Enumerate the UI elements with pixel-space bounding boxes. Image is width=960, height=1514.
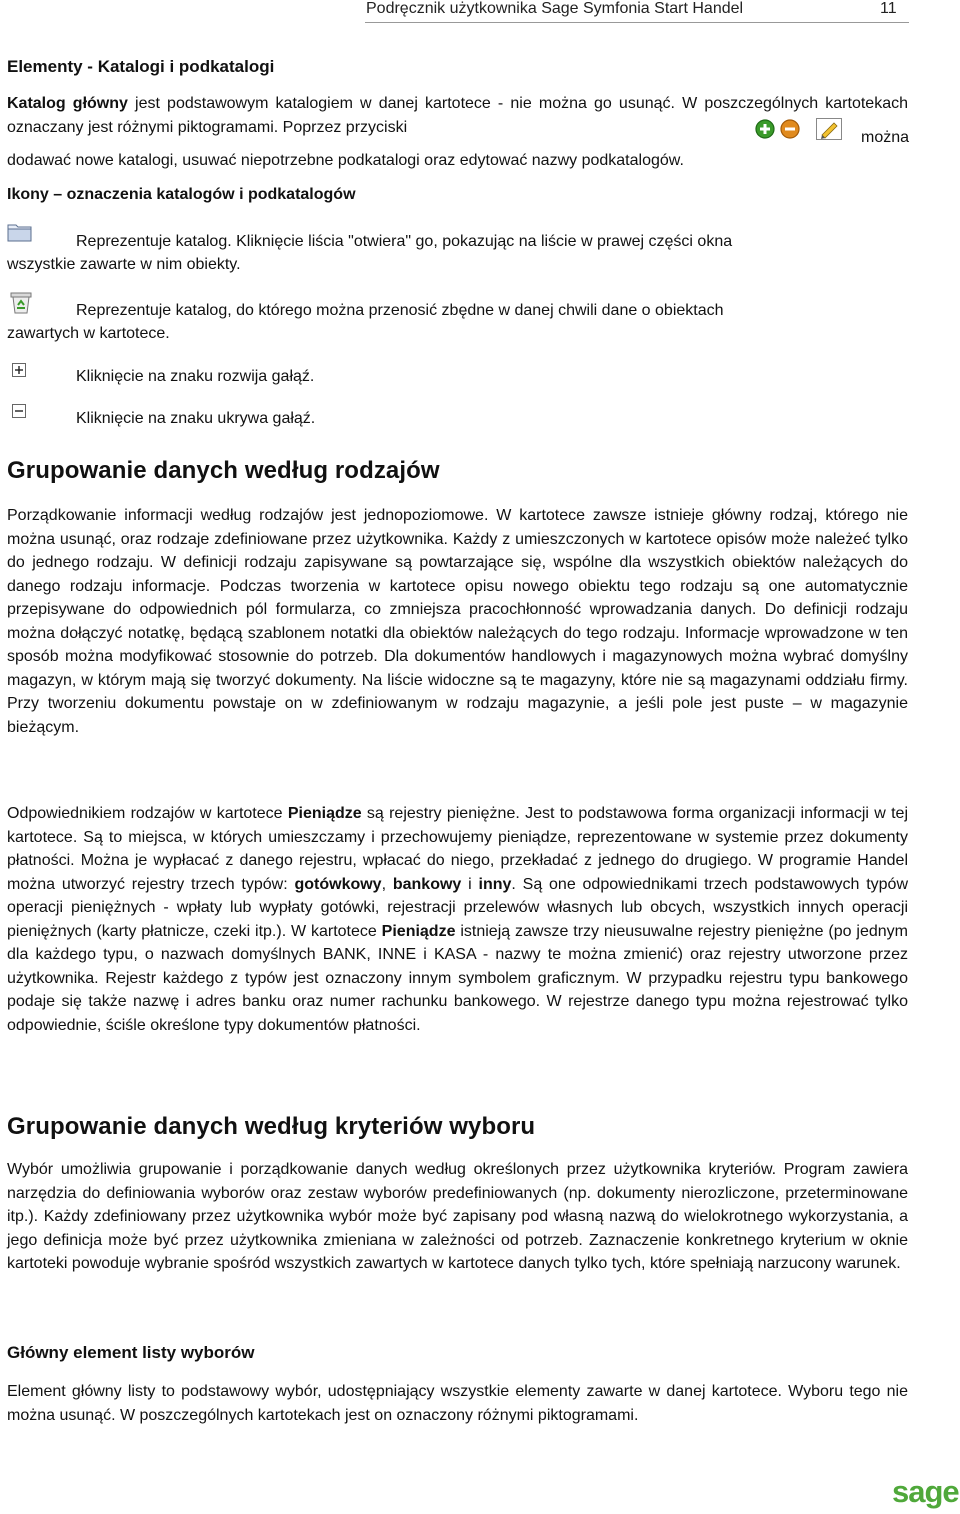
text-span: i (461, 875, 479, 893)
bold-inny: inny (478, 875, 512, 893)
text-span: Odpowiednikiem rodzajów w kartotece (7, 805, 288, 822)
bold-gotowkowy: gotówkowy (294, 875, 382, 893)
header-title: Podręcznik użytkownika Sage Symfonia Start Handel (366, 0, 744, 17)
minus-collapse-icon (12, 404, 26, 423)
bold-bankowy: bankowy (392, 875, 462, 893)
remove-catalog-icon (779, 118, 801, 145)
text-mozna: można (861, 129, 910, 146)
paragraph-rodzaje: Porządkowanie informacji według rodzajów jest jednopoziomowe. W kartotece zawsze istnieje główny rodzaj, którego nie można usunąć, oraz rodzaje zdefiniowane przez użytkownika. Każdy z umieszczonych w kartotece opisów może należeć tylko do jednego rodzaju. W definicji rodzaju zapisywane są powtarzające się, wspólne dla wszystkich obiektów należących do danego rodzaju informacje. Podczas tworzenia w kartotece opisu nowego obiektu tego rodzaju są one automatycznie przepisywane do odpowiednich pól formularza, co zmniejsza pracochłonność wprowadzania danych. Do definicji rodzaju można dołączyć notatkę, będącą szablonem notatki dla obiektów należących do tego rodzaju. Informacje wprowadzone w ten sposób można modyfikować stosownie do potrzeb. Dla dokumentów handlowych i magazynowych można wybrać domyślny magazyn, w którym mają się tworzyć dokumenty. Na liście widoczne są te magazyny, które nie są magazynami oddziału firmy. Przy tworzeniu dokumentu powstaje on w zdefiniowanym w rodzaju magazynie, a jeśli pole jest puste – w magazynie bieżącym. (7, 507, 908, 736)
section-heading-wybory: Grupowanie danych według kryteriów wyboru (7, 1113, 536, 1140)
sage-logo: sage (892, 1474, 959, 1509)
header-divider (365, 22, 909, 23)
bold-pieniadze-2: Pieniądze (381, 922, 456, 940)
trash-desc-2: zawartych w kartotece. (7, 325, 170, 342)
icons-heading: Ikony – oznaczenia katalogów i podkatalogów (7, 186, 356, 203)
paragraph-pieniadze (7, 802, 908, 1037)
trash-desc-1: Reprezentuje katalog, do którego można przenosić zbędne w danej chwili dane o obiektach (76, 302, 724, 319)
bold-katalog-glowny: Katalog główny (7, 95, 128, 112)
plus-expand-icon (12, 363, 26, 382)
text-katalog-line3: dodawać nowe katalogi, usuwać niepotrzebne podkatalogi oraz edytować nazwy podkatalogów. (7, 152, 684, 169)
section-heading-rodzaje: Grupowanie danych według rodzajów (7, 457, 440, 484)
folder-desc-1: Reprezentuje katalog. Kliknięcie liścia "otwiera" go, pokazując na liście w prawej części okna (76, 233, 733, 250)
text-span: są rejestry pieniężne. Jest to podstawowa forma organizacji informacji w tej kartotece. Są to miejsca, w których umieszczamy i przechowujemy pieniądze, reprezentowane w systemie przez dokumenty płatności. Można je wypłacać z danego rejestru, wpłacać do niego, przekładać z jednego do drugiego. W programie Handel można utworzyć rejestry trzech typów: (7, 805, 909, 893)
catalog-buttons (754, 118, 842, 145)
text-span: istnieją zawsze trzy nieusuwalne rejestry pieniężne (po jednym dla każdego typu, o nazwach domyślnych BANK, INNE i KASA - nazwy te można zmienić) oraz rejestry utworzone przez użytkownika. Rejestr każdego z typów jest oznaczony innym symbolem graficznym. W przypadku rejestru typu bankowego podaje się także nazwę i adres banku oraz numer rachunku bankowego. W rejestrze danego typu można rejestrować tylko odpowiednie, ściśle określone typy dokumentów płatności. (7, 922, 908, 1034)
add-catalog-icon (754, 118, 776, 145)
folder-icon (7, 221, 33, 248)
text-span: . Są one odpowiednikami trzech podstawowych typów operacji pieniężnych - wpłaty lub wypłaty gotówki, rejestracji przelewów własnych lub obcych, wszystkich innych operacji pieniężnych (karty płatnicze, czeki itp.). W kartotece (7, 875, 909, 940)
recycle-bin-icon (8, 290, 34, 319)
paragraph-wybory: Wybór umożliwia grupowanie i porządkowanie danych według określonych przez użytkownika kryteriów. Program zawiera narzędzia do definiowania wyborów oraz zestaw wyborów predefiniowanych (np. dokumenty nierozliczone, przeterminowane itp.). Każdy zdefiniowany przez użytkownika wybór może być zapisany pod własną nazwą do wielokrotnego wykorzystania, a jego definicja może być przez użytkownika zmieniana w zależności od potrzeb. Zaznaczenie konkretnego kryterium w oknie kartoteki powoduje wybranie spośród wszystkich zawartych w kartotece danych tylko tych, które spełniają narzucony warunek. (7, 1161, 908, 1272)
edit-catalog-icon (816, 118, 842, 145)
section-heading-katalogi: Elementy - Katalogi i podkatalogi (7, 57, 275, 76)
plus-desc: Kliknięcie na znaku rozwija gałąź. (76, 368, 315, 385)
paragraph-glowny-element: Element główny listy to podstawowy wybór, udostępniający wszystkie elementy zawarte w danej kartotece. Wyboru tego nie można usunąć. W poszczególnych kartotekach jest on oznaczony różnymi piktogramami. (7, 1383, 908, 1424)
page-number: 11 (880, 0, 897, 17)
text-span: , (381, 875, 393, 893)
subheading-glowny-element: Główny element listy wyborów (7, 1343, 255, 1362)
bold-pieniadze: Pieniądze (287, 805, 362, 822)
folder-desc-2: wszystkie zawarte w nim obiekty. (7, 256, 241, 273)
minus-desc: Kliknięcie na znaku ukrywa gałąź. (76, 410, 316, 427)
text-katalog-desc: jest podstawowym katalogiem w danej kartotece - nie można go usunąć. W poszczególnych kartotekach oznaczany jest różnymi piktogramami. Poprzez przyciski (7, 95, 908, 136)
